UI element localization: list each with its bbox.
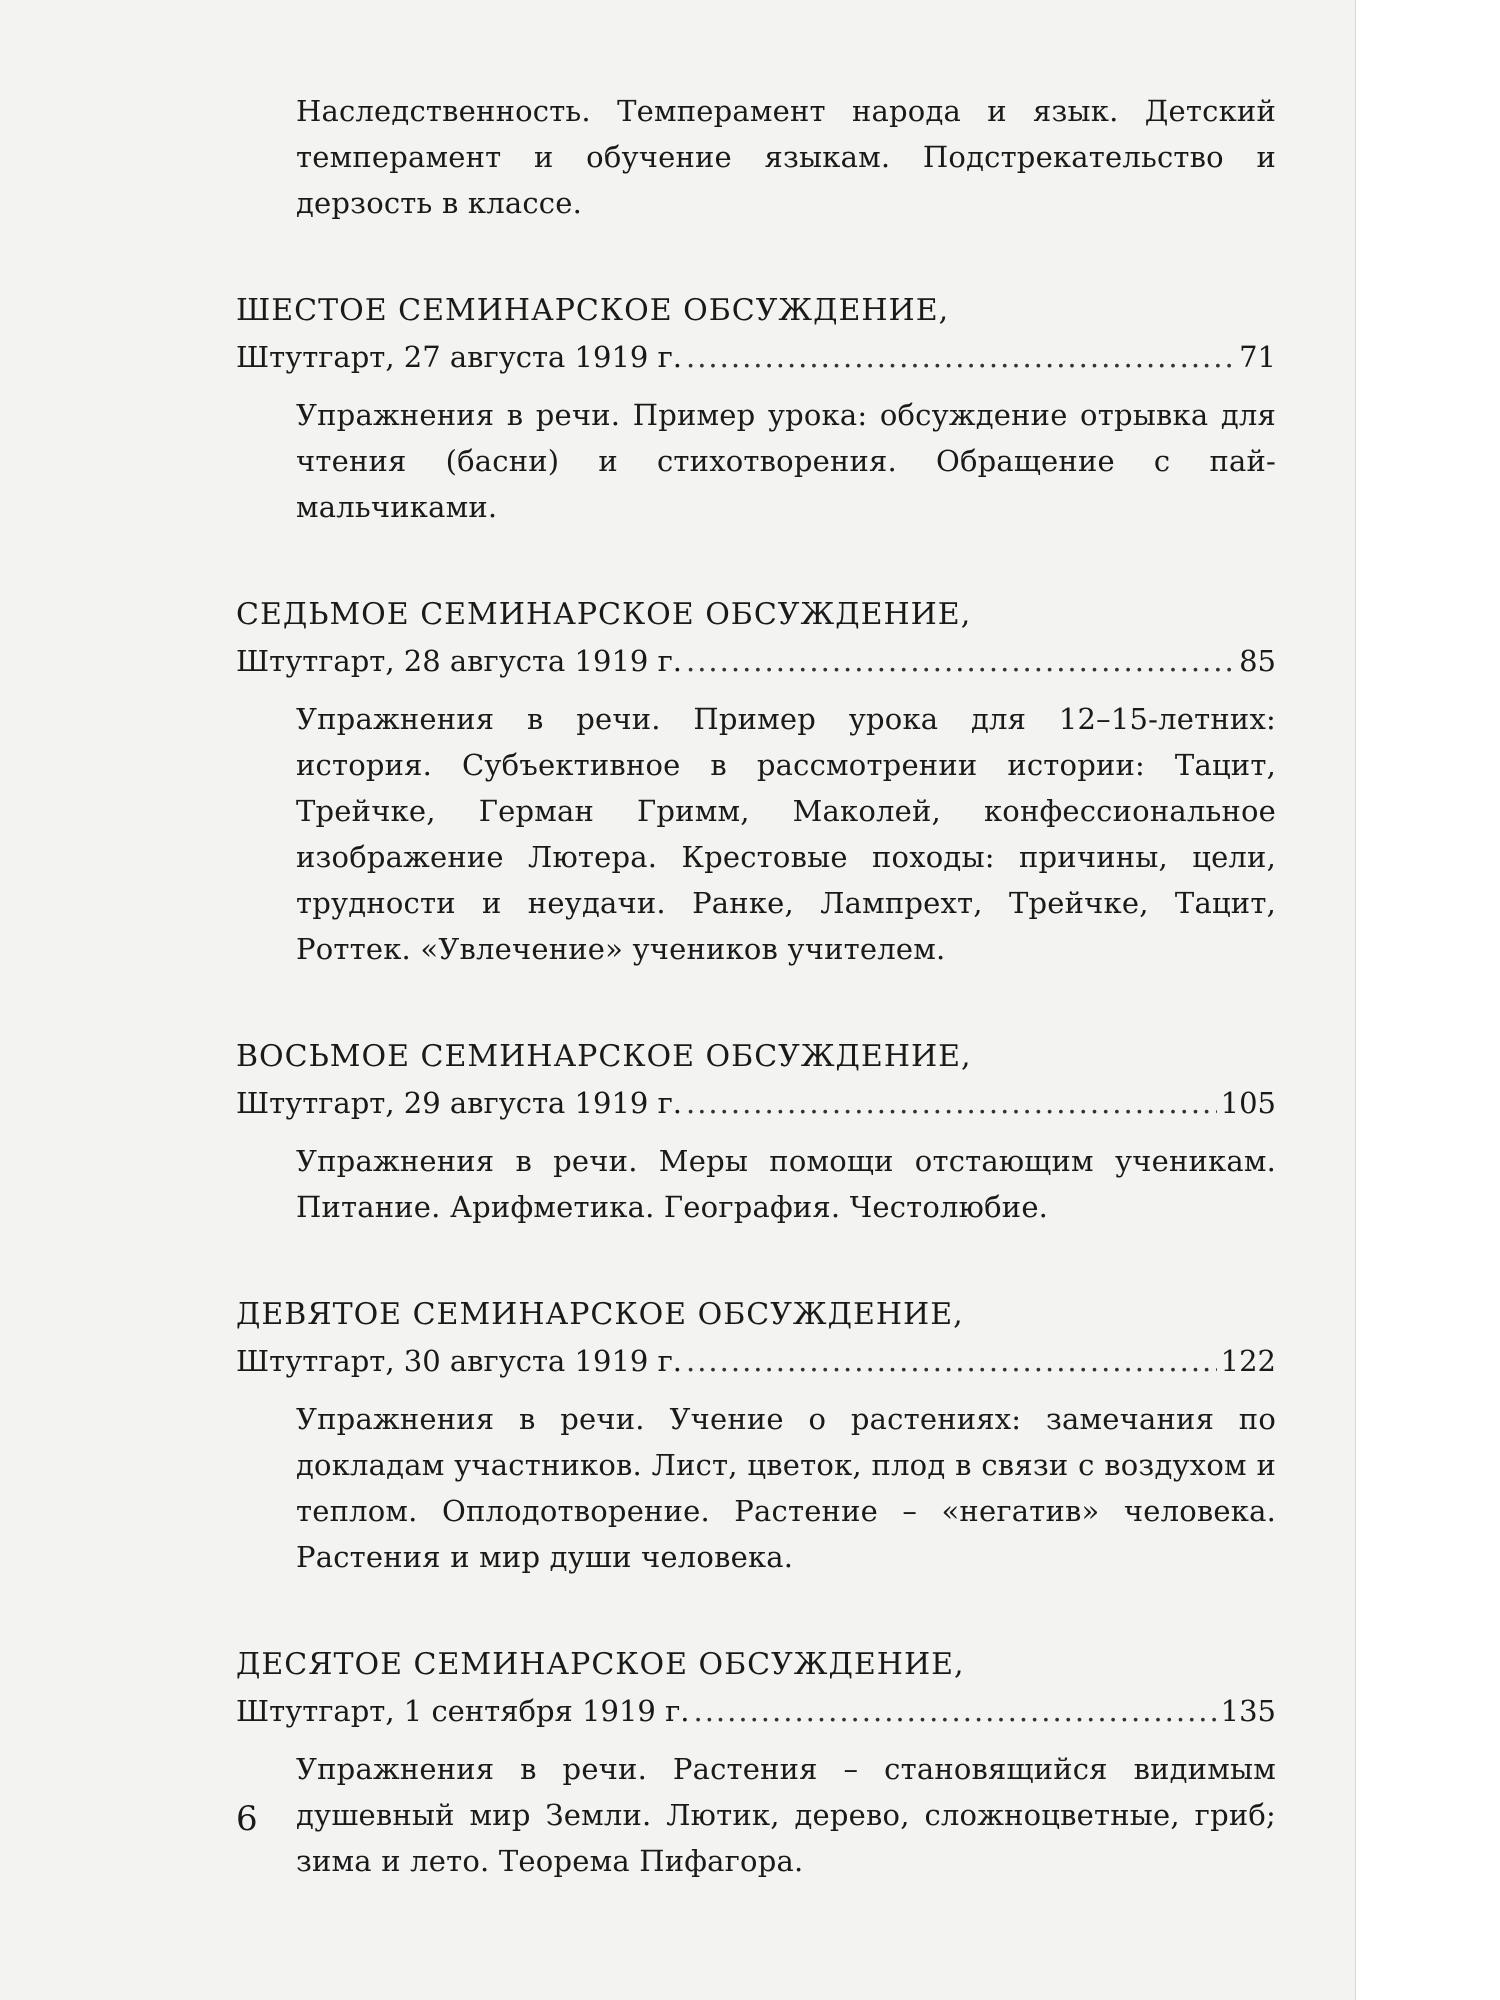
section-title: ВОСЬМОЕ СЕМИНАРСКОЕ ОБСУЖДЕНИЕ,: [236, 1039, 972, 1074]
section-location-line: [236, 1688, 1276, 1734]
section-title: СЕДЬМОЕ СЕМИНАРСКОЕ ОБСУЖДЕНИЕ,: [236, 597, 972, 632]
dot-leader: [686, 334, 1235, 380]
section-location-line: [236, 1338, 1276, 1384]
section-location-line: [236, 638, 1276, 684]
section-location-date: Штутгарт, 27 августа 1919 г.: [236, 340, 682, 374]
toc-entry-9: [236, 1292, 1276, 1580]
section-page-number: 105: [1220, 1086, 1276, 1120]
section-location-line: [236, 334, 1276, 380]
section-location-date: Штутгарт, 28 августа 1919 г.: [236, 644, 682, 678]
section-page-number: 135: [1220, 1694, 1276, 1728]
table-of-contents: [236, 88, 1276, 1946]
section-description: Упражнения в речи. Меры помощи отстающим ученикам. Питание. Арифметика. География. Честолюбие.: [296, 1144, 1276, 1224]
section-location-date: Штутгарт, 1 сентября 1919 г.: [236, 1694, 690, 1728]
toc-entry-10: [236, 1642, 1276, 1884]
section-title: ДЕСЯТОЕ СЕМИНАРСКОЕ ОБСУЖДЕНИЕ,: [236, 1647, 965, 1682]
dot-leader: [686, 1338, 1217, 1384]
section-title: ШЕСТОЕ СЕМИНАРСКОЕ ОБСУЖДЕНИЕ,: [236, 293, 950, 328]
dot-leader: [693, 1688, 1216, 1734]
toc-entry-6: [236, 288, 1276, 530]
section-title: ДЕВЯТОЕ СЕМИНАРСКОЕ ОБСУЖДЕНИЕ,: [236, 1297, 964, 1332]
section-page-number: 71: [1239, 340, 1276, 374]
section-description: Упражнения в речи. Пример урока для 12–15-летних: история. Субъективное в рассмотрении истории: Тацит, Трейчке, Герман Гримм, Маколей, конфессиональное изображение Лютера. Крестовые походы: причины, цели, трудности и неудачи. Ранке, Лампрехт, Трейчке, Тацит, Роттек. «Увлечение» учеников учителем.: [296, 702, 1276, 966]
dot-leader: [686, 638, 1235, 684]
section-description: Упражнения в речи. Растения – становящийся видимым душевный мир Земли. Лютик, дерево, сложноцветные, гриб; зима и лето. Теорема Пифагора.: [296, 1752, 1276, 1878]
section-page-number: 85: [1239, 644, 1276, 678]
section-location-date: Штутгарт, 30 августа 1919 г.: [236, 1344, 682, 1378]
section-description: Упражнения в речи. Пример урока: обсуждение отрывка для чтения (басни) и стихотворения. Обращение с пай-мальчиками.: [296, 398, 1276, 524]
toc-entry-8: [236, 1034, 1276, 1230]
section-location-date: Штутгарт, 29 августа 1919 г.: [236, 1086, 682, 1120]
dot-leader: [686, 1080, 1217, 1126]
section-location-line: [236, 1080, 1276, 1126]
section-page-number: 122: [1220, 1344, 1276, 1378]
page-number: 6: [236, 1799, 258, 1839]
lead-description: Наследственность. Темперамент народа и язык. Детский темперамент и обучение языкам. Подстрекательство и дерзость в классе.: [296, 94, 1276, 220]
section-description: Упражнения в речи. Учение о растениях: замечания по докладам участников. Лист, цветок, плод в связи с воздухом и теплом. Оплодотворение. Растение – «негатив» человека. Растения и мир души человека.: [296, 1402, 1276, 1574]
toc-entry-7: [236, 592, 1276, 972]
